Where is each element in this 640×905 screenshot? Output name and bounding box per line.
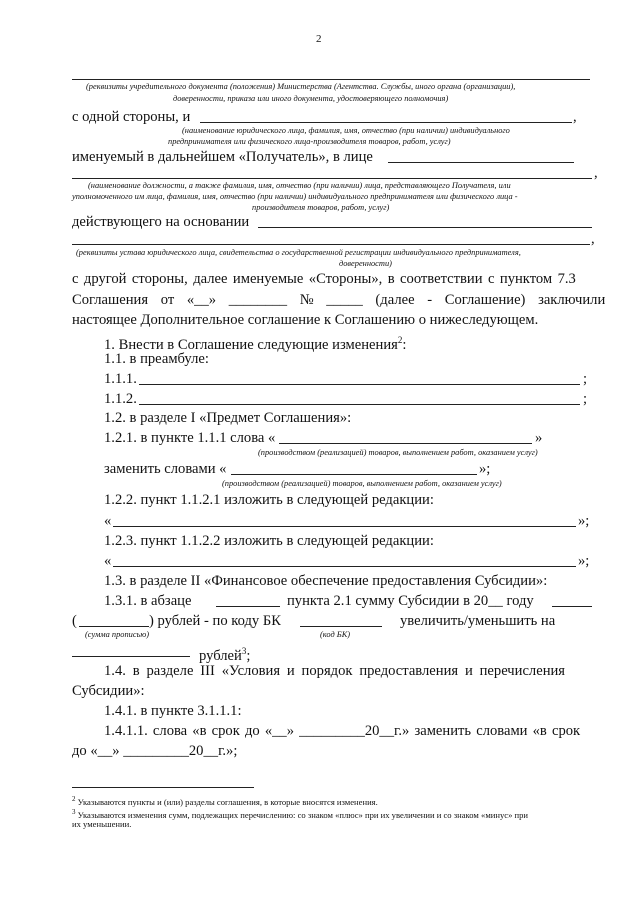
text-rubles: рублей — [199, 647, 242, 664]
close-quote-semicolon-3: »; — [578, 553, 590, 569]
item-1-3-1-a: 1.3.1. в абзаце — [104, 593, 192, 609]
footnote-ref-3: 3 — [241, 646, 247, 656]
item-1-2-2: 1.2.2. пункт 1.1.2.1 изложить в следующей редакции: — [104, 492, 434, 508]
semicolon-2: ; — [583, 391, 588, 407]
paragraph-other-side-line-2: Соглашения от «__» ________ № _____ (далее - Соглашение) заключили — [72, 292, 606, 308]
charter-line — [72, 244, 590, 245]
item-1-1-2-line — [139, 404, 580, 405]
item-1-4-1-1-b: до «__» _________20__г.»; — [72, 743, 238, 759]
close-quote: » — [535, 430, 543, 446]
requisites-line — [72, 79, 590, 80]
amount-line — [72, 656, 190, 657]
item-1-3-1-b: пункта 2.1 сумму Субсидии в 20__ году — [287, 593, 534, 609]
page-number: 2 — [316, 33, 322, 45]
close-quote-semicolon-2: »; — [578, 513, 590, 529]
footnote-ref-2: 2 — [397, 335, 403, 345]
item-1-colon: : — [402, 336, 407, 353]
text-acting-basis: действующего на основании — [72, 214, 250, 230]
paragraph-other-side-line-3: настоящее Дополнительное соглашение к Соглашению о нижеследующем. — [72, 312, 539, 328]
item-1-2-2-line — [113, 526, 576, 527]
item-1-2-3-line — [113, 566, 576, 567]
person-line — [388, 162, 574, 163]
open-quote-2: « — [104, 553, 112, 569]
caption-requisites-2: доверенности, приказа или иного документа, удостоверяющего полномочия) — [173, 94, 449, 103]
caption-position: (наименование должности, а также фамилия, имя, отчество (при наличии) лица, представляющего Получателя, или — [88, 181, 511, 190]
rubles-with-footnote: рублей$^3$; — [199, 646, 251, 664]
sum-words-line — [79, 626, 149, 627]
caption-production-2: (производством (реализацией) товаров, выполнением работ, оказанием услуг) — [222, 479, 502, 488]
semicolon-1: ; — [583, 371, 588, 387]
item-1-2-3: 1.2.3. пункт 1.1.2.2 изложить в следующей редакции: — [104, 533, 434, 549]
item-1-3: 1.3. в разделе II «Финансовое обеспечение предоставления Субсидии»: — [104, 573, 548, 589]
comma-2: , — [594, 165, 598, 181]
position-line — [72, 178, 592, 179]
item-1-4-1: 1.4.1. в пункте 3.1.1.1: — [104, 703, 242, 719]
comma-3: , — [591, 231, 595, 247]
caption-position-3: производителя товаров, работ, услуг) — [252, 203, 390, 212]
recipient-name-line — [200, 122, 572, 123]
open-paren: ( — [72, 613, 77, 629]
caption-charter-2: доверенности) — [339, 259, 392, 268]
item-1-2-1-line — [279, 443, 532, 444]
item-1-4-a: 1.4. в разделе III «Условия и порядок предоставления и перечисления — [104, 663, 566, 679]
footnote-3-text: Указываются изменения сумм, подлежащих перечислению: со знаком «плюс» при их увеличении и со знаком «минус» при — [75, 809, 529, 820]
basis-line — [258, 227, 592, 228]
item-1-2: 1.2. в разделе I «Предмет Соглашения»: — [104, 410, 352, 426]
text-rubles-bk: ) рублей - по коду БК — [149, 613, 281, 629]
text-hereinafter: именуемый в дальнейшем «Получатель», в лице — [72, 149, 373, 165]
caption-bk-code: (код БК) — [320, 630, 351, 639]
paragraph-num-line — [216, 606, 280, 607]
text-replace-with: заменить словами « — [104, 461, 227, 477]
caption-sum-words: (сумма прописью) — [85, 630, 150, 639]
caption-recipient-name: (наименование юридического лица, фамилия, имя, отчество (при наличии) индивидуального — [182, 126, 510, 135]
item-1-1-2: 1.1.2. — [104, 391, 137, 407]
close-quote-semicolon: »; — [479, 461, 491, 477]
footnote-2-text: Указываются пункты и (или) разделы соглашения, в которые вносятся изменения. — [75, 796, 378, 807]
paragraph-other-side-line-1: с другой стороны, далее именуемые «Стороны», в соответствии с пунктом 7.3 — [72, 271, 576, 287]
caption-recipient-name-2: предпринимателя или физического лица-производителя товаров, работ, услуг) — [168, 137, 451, 146]
open-quote-1: « — [104, 513, 112, 529]
caption-position-2: уполномоченного им лица, фамилия, имя, отчество (при наличии) индивидуального предпринимателя или физического лица - — [72, 192, 518, 201]
item-1-4-1-1-a: 1.4.1.1. слова «в срок до «__» _________20__г.» заменить словами «в срок — [104, 723, 581, 739]
item-1-2-1: 1.2.1. в пункте 1.1.1 слова « — [104, 430, 276, 446]
footnote-3-mark: 3 — [72, 808, 76, 816]
item-1-1: 1.1. в преамбуле: — [104, 351, 209, 367]
item-1-1-1-line — [139, 384, 580, 385]
footnote-3 — [72, 807, 528, 821]
item-1-1-1: 1.1.1. — [104, 371, 137, 387]
caption-charter: (реквизиты устава юридического лица, свидетельства о государственной регистрации индивидуального предпринимателя, — [76, 248, 521, 257]
text-increase-decrease: увеличить/уменьшить на — [400, 613, 556, 629]
caption-production: (производством (реализацией) товаров, выполнением работ, оказанием услуг) — [258, 448, 538, 457]
footnote-2 — [72, 794, 378, 808]
footnote-separator — [72, 787, 254, 788]
footnote-2-mark: 2 — [72, 795, 76, 803]
year-amount-line — [552, 606, 592, 607]
item-1-text: 1. Внести в Соглашение следующие изменения — [104, 336, 398, 353]
bk-code-line — [300, 626, 382, 627]
footnote-3-continuation: их уменьшении. — [72, 819, 132, 829]
comma: , — [573, 109, 577, 125]
text-one-side: с одной стороны, и — [72, 109, 191, 125]
caption-requisites: (реквизиты учредительного документа (положения) Министерства (Агентства. Службы, иного органа (организации), — [86, 82, 516, 91]
replace-line — [231, 474, 477, 475]
item-1-4-b: Субсидии»: — [72, 683, 145, 699]
